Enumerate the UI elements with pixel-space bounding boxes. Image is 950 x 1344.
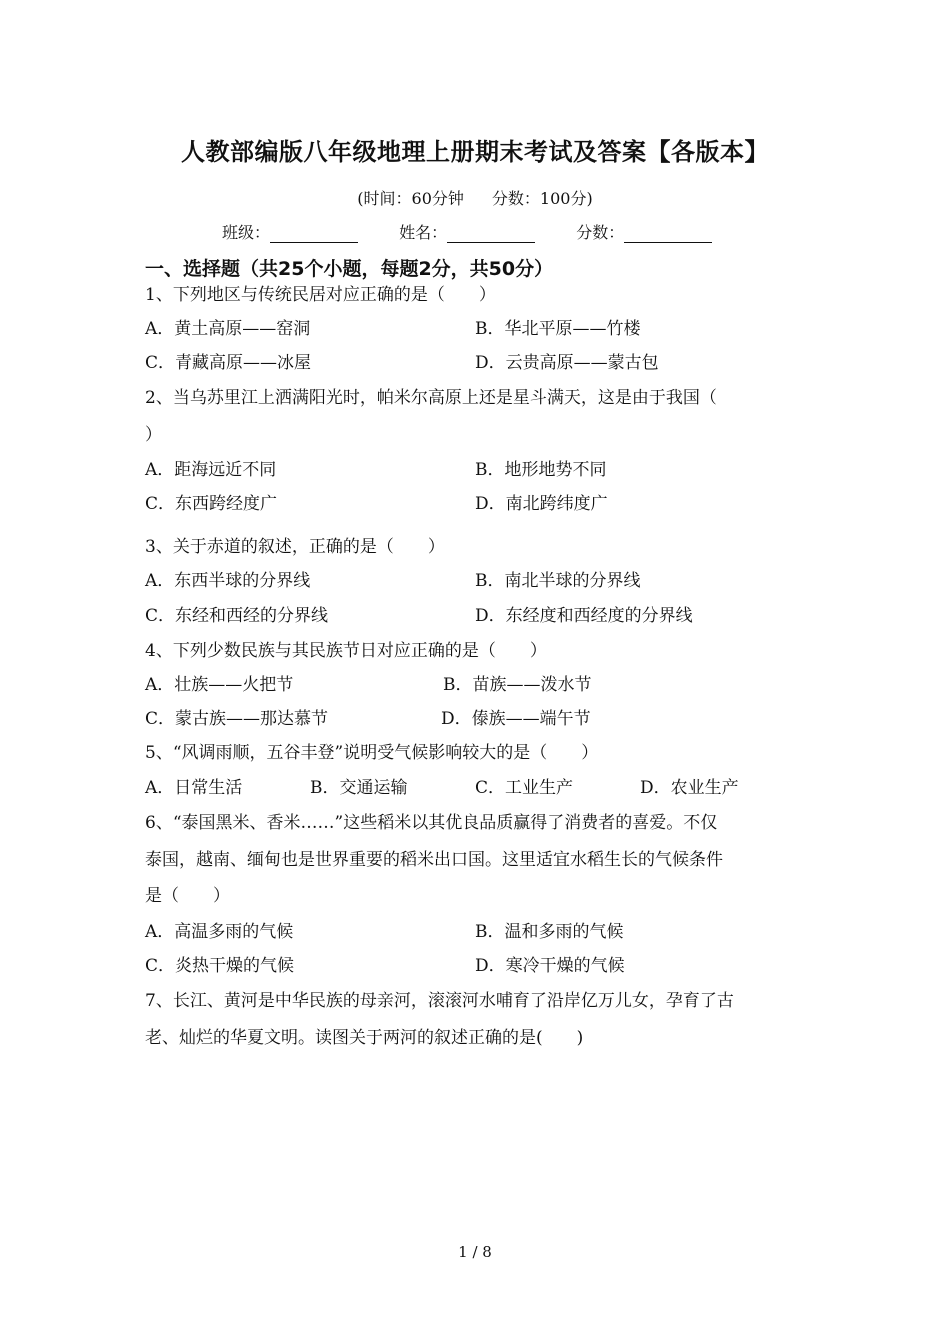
question-1-text: 1、下列地区与传统民居对应正确的是（ ） bbox=[145, 285, 496, 305]
question-4-text: 4、下列少数民族与其民族节日对应正确的是（ ） bbox=[145, 641, 547, 661]
section-heading: 一、选择题（共25个小题，每题2分，共50分） bbox=[145, 258, 554, 280]
score-blank[interactable] bbox=[624, 224, 712, 243]
question-6-option-a: A．高温多雨的气候 bbox=[145, 922, 294, 942]
question-3-option-b: B．南北半球的分界线 bbox=[475, 571, 641, 591]
student-info-fields bbox=[222, 220, 748, 243]
question-4-option-c: C．蒙古族——那达慕节 bbox=[145, 709, 329, 729]
question-6-option-d: D．寒冷干燥的气候 bbox=[475, 956, 625, 976]
question-6-text-line-3: 是（ ） bbox=[145, 886, 230, 906]
name-label: 姓名： bbox=[399, 223, 448, 242]
score-label: 分数： bbox=[576, 223, 625, 242]
name-field bbox=[399, 220, 535, 243]
exam-total-score: 分数：100分) bbox=[491, 189, 593, 208]
class-field bbox=[222, 220, 358, 243]
score-field bbox=[576, 220, 712, 243]
question-4-option-a: A．壮族——火把节 bbox=[145, 675, 294, 695]
question-7-text-line-2: 老、灿烂的华夏文明。读图关于两河的叙述正确的是( ) bbox=[145, 1028, 584, 1048]
question-6-text-line-1: 6、“泰国黑米、香米……”这些稻米以其优良品质赢得了消费者的喜爱。不仅 bbox=[145, 813, 718, 833]
question-7-text-line-1: 7、长江、黄河是中华民族的母亲河，滚滚河水哺育了沿岸亿万儿女，孕育了古 bbox=[145, 991, 734, 1011]
question-5-option-c: C．工业生产 bbox=[475, 778, 574, 798]
page-number: 1 / 8 bbox=[458, 1243, 492, 1261]
question-1-option-b: B．华北平原——竹楼 bbox=[475, 319, 641, 339]
question-1-option-a: A．黄土高原——窑洞 bbox=[145, 319, 311, 339]
question-1-option-d: D．云贵高原——蒙古包 bbox=[475, 353, 659, 373]
question-5-option-d: D．农业生产 bbox=[640, 778, 739, 798]
question-5-option-b: B．交通运输 bbox=[310, 778, 408, 798]
question-6-text-line-2: 泰国，越南、缅甸也是世界重要的稻米出口国。这里适宜水稻生长的气候条件 bbox=[145, 850, 723, 870]
question-3-text: 3、关于赤道的叙述，正确的是（ ） bbox=[145, 537, 445, 557]
question-2-option-a: A．距海远近不同 bbox=[145, 460, 277, 480]
class-label: 班级： bbox=[222, 223, 271, 242]
document-title: 人教部编版八年级地理上册期末考试及答案【各版本】 bbox=[181, 138, 769, 166]
question-2-text-line-1: 2、当乌苏里江上洒满阳光时，帕米尔高原上还是星斗满天，这是由于我国（ bbox=[145, 388, 717, 408]
question-3-option-c: C．东经和西经的分界线 bbox=[145, 606, 329, 626]
question-2-text-line-2: ） bbox=[145, 425, 162, 445]
question-6-option-b: B．温和多雨的气候 bbox=[475, 922, 624, 942]
exam-meta bbox=[0, 186, 950, 209]
name-blank[interactable] bbox=[447, 224, 535, 243]
question-2-option-d: D．南北跨纬度广 bbox=[475, 494, 608, 514]
exam-time: (时间：60分钟 bbox=[357, 189, 464, 208]
question-2-option-b: B．地形地势不同 bbox=[475, 460, 607, 480]
question-5-option-a: A．日常生活 bbox=[145, 778, 243, 798]
question-3-option-d: D．东经度和西经度的分界线 bbox=[475, 606, 693, 626]
class-blank[interactable] bbox=[270, 224, 358, 243]
question-4-option-d: D．傣族——端午节 bbox=[441, 709, 591, 729]
question-1-option-c: C．青藏高原——冰屋 bbox=[145, 353, 312, 373]
question-4-option-b: B．苗族——泼水节 bbox=[443, 675, 592, 695]
question-5-text: 5、“风调雨顺，五谷丰登”说明受气候影响较大的是（ ） bbox=[145, 743, 599, 763]
question-2-option-c: C．东西跨经度广 bbox=[145, 494, 278, 514]
question-3-option-a: A．东西半球的分界线 bbox=[145, 571, 311, 591]
question-6-option-c: C．炎热干燥的气候 bbox=[145, 956, 295, 976]
